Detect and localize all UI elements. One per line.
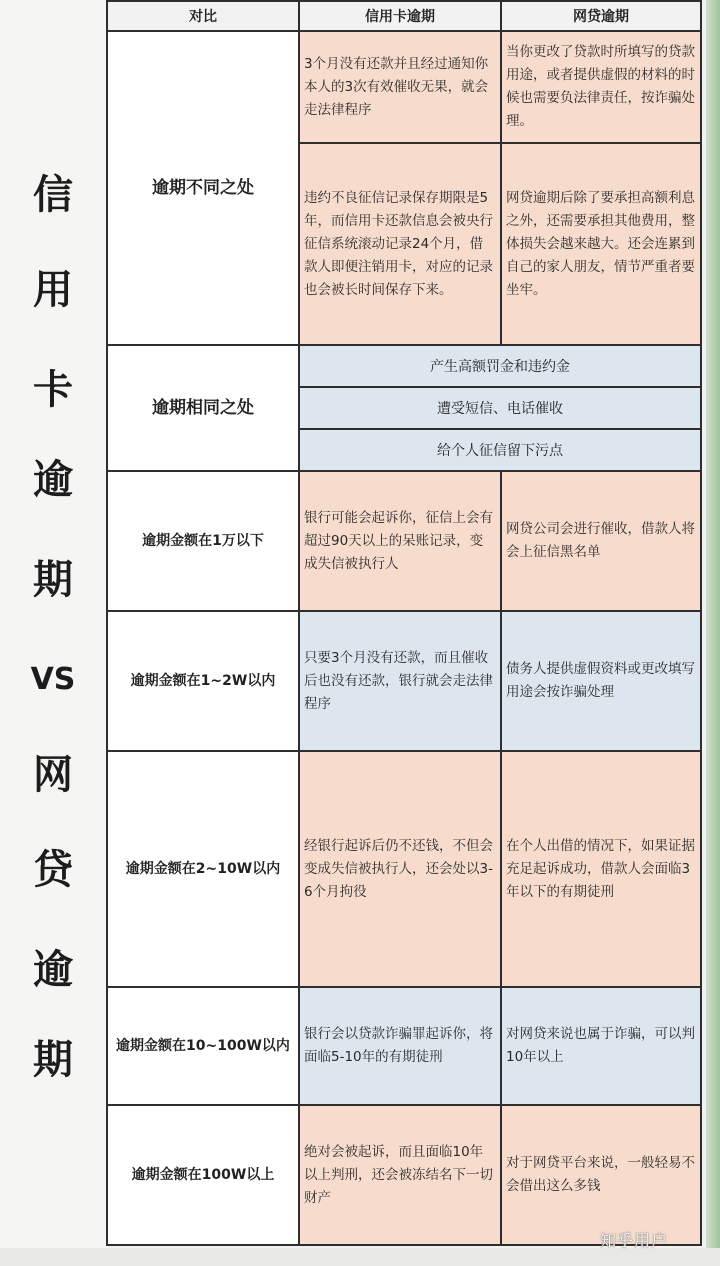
- cell-online-loan: [501, 987, 701, 1105]
- row-label-r5: 逾期金额在100W以上: [107, 1105, 299, 1245]
- cell-text: 债务人提供虚假资料或更改填写用途会按诈骗处理: [506, 661, 695, 700]
- cell-text: 银行会以贷款诈骗罪起诉你，将面临5-10年的有期徒刑: [304, 1026, 493, 1065]
- cell-online-loan: [501, 471, 701, 611]
- table-row: [107, 1105, 701, 1245]
- watermark: 知乎用户: [600, 1231, 669, 1250]
- cell-online-loan: [501, 31, 701, 143]
- comparison-table: [106, 0, 702, 1246]
- cell-credit-card: [299, 31, 501, 143]
- cell-credit-card: [299, 611, 501, 751]
- side-title-vs: VS: [30, 662, 76, 697]
- cell-credit-card: [299, 751, 501, 987]
- cell-text: 经银行起诉后仍不还钱，不但会变成失信被执行人，还会处以3-6个月拘役: [304, 837, 493, 900]
- side-title-char: 网: [33, 752, 73, 798]
- cell-credit-card: [299, 143, 501, 345]
- side-title: [0, 0, 106, 1248]
- table-row: [107, 611, 701, 751]
- same-item: 产生高额罚金和违约金: [299, 345, 701, 387]
- row-label-r3: 逾期金额在2~10W以内: [107, 751, 299, 987]
- side-title-char: 期: [33, 1037, 73, 1083]
- same-item: 给个人征信留下污点: [299, 429, 701, 471]
- side-title-char: 逾: [33, 947, 73, 993]
- header-compare: 对比: [107, 1, 299, 31]
- table-row: [107, 31, 701, 143]
- side-title-char: 用: [33, 267, 73, 313]
- cell-credit-card: [299, 987, 501, 1105]
- cell-credit-card: [299, 1105, 501, 1245]
- table-row: [107, 471, 701, 611]
- cell-text: 只要3个月没有还款，而且催收后也没有还款，银行就会走法律程序: [304, 649, 493, 712]
- side-title-char: 期: [33, 557, 73, 603]
- cell-text: 银行可能会起诉你，征信上会有超过90天以上的呆账记录，变成失信被执行人: [304, 509, 493, 572]
- table-row: [107, 987, 701, 1105]
- side-title-char: 信: [33, 172, 73, 218]
- cell-online-loan: [501, 1105, 701, 1245]
- cell-text: 在个人出借的情况下，如果证据充足起诉成功，借款人会面临3年以下的有期徒刑: [506, 837, 695, 900]
- cell-online-loan: [501, 611, 701, 751]
- cell-text: 对网贷来说也属于诈骗，可以判10年以上: [506, 1026, 695, 1065]
- header-row: [107, 1, 701, 31]
- cell-online-loan: [501, 143, 701, 345]
- cell-text: 当你更改了贷款时所填写的贷款用途，或者提供虚假的材料的时候也需要负法律责任，按诈骗处理。: [506, 44, 695, 129]
- cell-text: 网贷逾期后除了要承担高额利息之外，还需要承担其他费用，整体损失会越来越大。还会连累到自己的家人朋友，情节严重者要坐牢。: [506, 189, 695, 298]
- side-title-char: 逾: [33, 457, 73, 503]
- table-row: [107, 345, 701, 387]
- row-label-r1: 逾期金额在1万以下: [107, 471, 299, 611]
- side-title-char: 卡: [33, 367, 73, 413]
- header-credit-card: 信用卡逾期: [299, 1, 501, 31]
- same-item: 遭受短信、电话催收: [299, 387, 701, 429]
- cell-text: 3个月没有还款并且经过通知你本人的3次有效催收无果，就会走法律程序: [304, 55, 489, 118]
- table-row: [107, 751, 701, 987]
- row-label-r4: 逾期金额在10~100W以内: [107, 987, 299, 1105]
- row-label-diff: 逾期不同之处: [107, 31, 299, 345]
- row-label-same: 逾期相同之处: [107, 345, 299, 471]
- cell-text: 违约不良征信记录保存期限是5年，而信用卡还款信息会被央行征信系统滚动记录24个月，借款人即便注销用卡，对应的记录也会被长时间保存下来。: [304, 189, 493, 298]
- row-label-r2: 逾期金额在1~2W以内: [107, 611, 299, 751]
- cell-credit-card: [299, 471, 501, 611]
- cell-text: 对于网贷平台来说，一般轻易不会借出这么多钱: [506, 1155, 695, 1194]
- cell-online-loan: [501, 751, 701, 987]
- side-title-char: 贷: [33, 847, 73, 893]
- cell-text: 网贷公司会进行催收，借款人将会上征信黑名单: [506, 521, 695, 560]
- cell-text: 绝对会被起诉，而且面临10年以上判刑，还会被冻结名下一切财产: [304, 1143, 493, 1206]
- decorative-edge: [706, 0, 720, 1266]
- header-online-loan: 网贷逾期: [501, 1, 701, 31]
